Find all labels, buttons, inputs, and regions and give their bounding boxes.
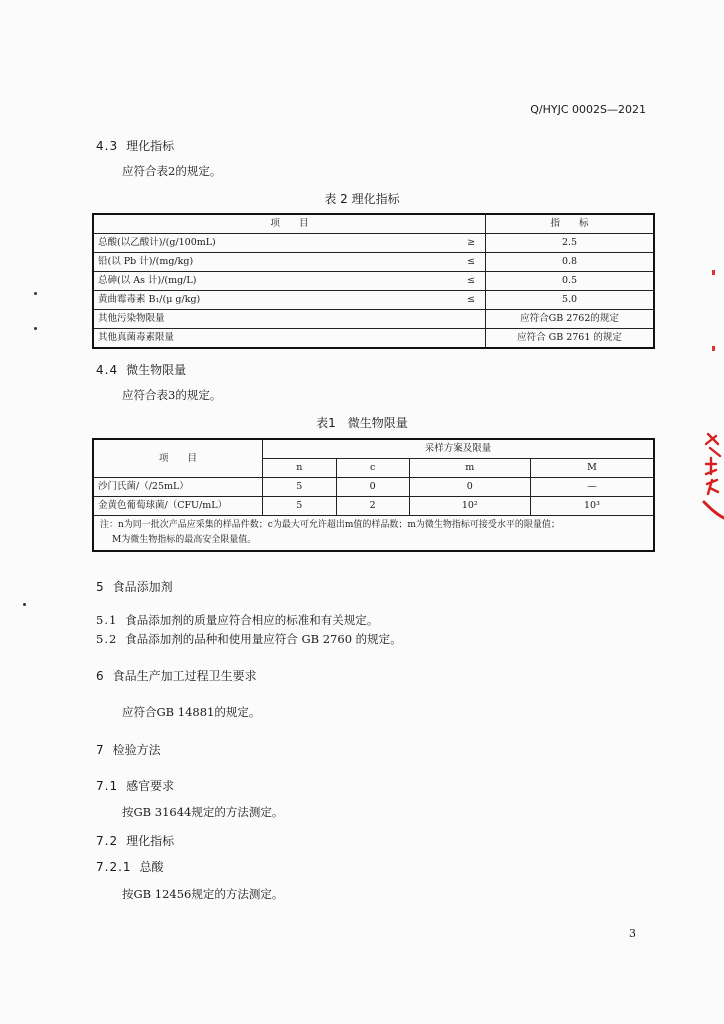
- row-value: 0.5: [486, 272, 654, 291]
- row-item: 总酸(以乙酸计)/(g/100mL): [93, 234, 451, 253]
- table-row: [93, 291, 654, 310]
- section-number: 5: [96, 580, 105, 594]
- row-m: 0: [409, 478, 530, 497]
- table-3-caption: 表1 微生物限量: [316, 416, 408, 430]
- scan-speck: [34, 292, 37, 295]
- header-sampling-plan: 采样方案及限量: [263, 439, 655, 459]
- row-n: 5: [263, 497, 337, 516]
- header-item: 项 目: [93, 214, 486, 234]
- table-row: [93, 272, 654, 291]
- table-header-row: [93, 439, 654, 459]
- row-item: 总砷(以 As 计)/(mg/L): [93, 272, 451, 291]
- row-item: 黄曲霉毒素 B₁/(μ g/kg): [93, 291, 451, 310]
- row-M: —: [530, 478, 654, 497]
- section-5-heading: [96, 578, 173, 595]
- section-7-1-heading: [96, 777, 174, 794]
- table-row: [93, 234, 654, 253]
- clause-text: 食品添加剂的质量应符合相应的标准和有关规定。: [125, 613, 379, 627]
- table-row: [93, 478, 654, 497]
- row-symbol: ≥: [451, 234, 486, 253]
- row-c: 0: [336, 478, 409, 497]
- scan-speck: [23, 603, 26, 606]
- table-2: [92, 213, 655, 349]
- header-M: M: [530, 459, 654, 478]
- row-value: 0.8: [486, 253, 654, 272]
- header-item: 项 目: [93, 439, 263, 478]
- section-7-1-text: 按GB 31644规定的方法测定。: [122, 805, 284, 819]
- section-7-heading: [96, 741, 161, 758]
- row-item: 金黄色葡萄球菌/（CFU/mL）: [93, 497, 263, 516]
- row-item: 铅(以 Pb 计)/(mg/kg): [93, 253, 451, 272]
- section-title: 检验方法: [112, 743, 161, 757]
- section-6-text: 应符合GB 14881的规定。: [122, 705, 261, 719]
- row-item: 其他真菌毒素限量: [93, 329, 486, 349]
- header-m: m: [409, 459, 530, 478]
- row-M: 10³: [530, 497, 654, 516]
- table-3: [92, 438, 655, 552]
- row-symbol: ≤: [451, 291, 486, 310]
- seal-stamp-fragment: [698, 430, 724, 520]
- section-number: 7.2: [96, 834, 119, 848]
- table-header-row: [93, 214, 654, 234]
- section-5-1: [96, 612, 378, 628]
- row-value: 5.0: [486, 291, 654, 310]
- scan-speck: [712, 270, 715, 275]
- scan-speck: [34, 327, 37, 330]
- section-4-3-heading: [96, 137, 174, 154]
- section-5-2: [96, 631, 402, 647]
- section-number: 4.4: [96, 363, 119, 377]
- table-row: [93, 310, 654, 329]
- table-note-row: [93, 516, 654, 552]
- page-number: 3: [629, 927, 636, 940]
- section-4-3-text: 应符合表2的规定。: [122, 164, 222, 178]
- section-number: 7: [96, 743, 105, 757]
- row-symbol: ≤: [451, 253, 486, 272]
- row-value: 应符合 GB 2761 的规定: [486, 329, 654, 349]
- row-value: 2.5: [486, 234, 654, 253]
- section-7-2-1-text: 按GB 12456规定的方法测定。: [122, 887, 284, 901]
- row-value: 应符合GB 2762的规定: [486, 310, 654, 329]
- section-title: 感官要求: [126, 779, 175, 793]
- clause-number: 5.1: [96, 613, 118, 627]
- note-line: 注：n为同一批次产品应采集的样品件数；c为最大可允许超出m值的样品数；m为微生物指标可接受水平的限量值；: [100, 520, 560, 530]
- row-c: 2: [336, 497, 409, 516]
- section-title: 食品生产加工过程卫生要求: [112, 669, 257, 683]
- row-item: 沙门氏菌/（/25mL）: [93, 478, 263, 497]
- header-value: 指 标: [486, 214, 654, 234]
- section-number: 4.3: [96, 139, 119, 153]
- header-c: c: [336, 459, 409, 478]
- section-title: 理化指标: [126, 834, 175, 848]
- section-number: 6: [96, 669, 105, 683]
- table-row: [93, 329, 654, 349]
- scan-speck: [712, 346, 715, 351]
- table-note: [93, 516, 654, 552]
- table-2-caption: 表 2 理化指标: [324, 192, 400, 206]
- section-title: 理化指标: [126, 139, 175, 153]
- section-6-heading: [96, 667, 257, 684]
- section-7-2-1-heading: [96, 858, 164, 875]
- section-4-4-heading: [96, 361, 186, 378]
- clause-text: 食品添加剂的品种和使用量应符合 GB 2760 的规定。: [125, 632, 402, 646]
- section-7-2-heading: [96, 832, 174, 849]
- header-n: n: [263, 459, 337, 478]
- section-number: 7.1: [96, 779, 119, 793]
- row-m: 10²: [409, 497, 530, 516]
- clause-number: 5.2: [96, 632, 118, 646]
- section-title: 食品添加剂: [112, 580, 173, 594]
- row-n: 5: [263, 478, 337, 497]
- section-4-4-text: 应符合表3的规定。: [122, 388, 222, 402]
- document-code: Q/HYJC 0002S—2021: [530, 103, 646, 116]
- row-symbol: ≤: [451, 272, 486, 291]
- section-title: 总酸: [139, 860, 164, 874]
- note-line: M为微生物指标的最高安全限量值。: [112, 535, 257, 545]
- section-title: 微生物限量: [126, 363, 187, 377]
- table-row: [93, 253, 654, 272]
- section-number: 7.2.1: [96, 860, 132, 874]
- row-item: 其他污染物限量: [93, 310, 486, 329]
- table-row: [93, 497, 654, 516]
